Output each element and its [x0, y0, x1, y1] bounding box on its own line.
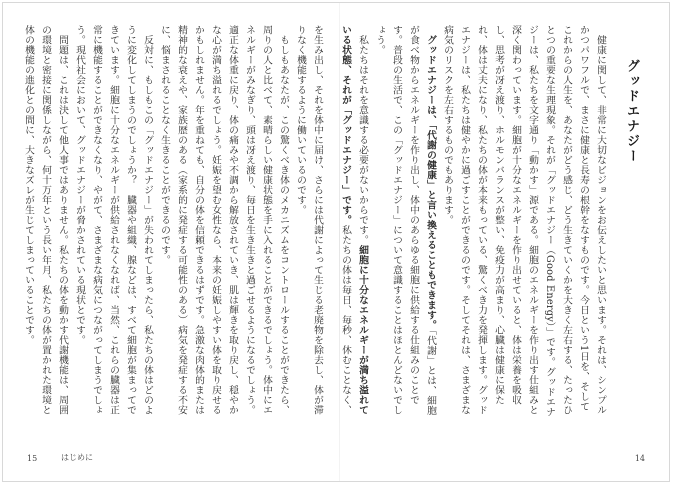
left-page-body — [21, 25, 326, 420]
book-spread — [2, 2, 670, 482]
right-page-number: 14 — [634, 454, 645, 463]
running-head: はじめに — [61, 453, 93, 462]
text-span: 「代謝」とは、細胞が食べ物からエネルギーを作り出し、体中のあらゆる細胞に供給する仕組みのことです。普段の生活で、この「グッドエナジー」について意識することはほとんどないでしょう。 — [374, 25, 436, 416]
paragraph: 反対に、もしもこの「グッドエナジー」が失われてしまったら、私たちの体はどのように変化してしまうのでしょうか？ 臓器や組織、腺などは、すべて細胞が集まってできています。細胞に十分なエネルギーが供給されなくなれば、当然、これらの臓器は正常に機能することができなくなり、やがて、さまざまな病気につながってしまうでしょう。現代社会において、グッドエナジーが脅かされている現状とです。 — [74, 25, 153, 415]
right-page-body — [339, 25, 609, 420]
paragraph: 問題は、これは決して他人事ではありません。私たちの体を動かす代謝機能は、周囲の環境と密接に関係しながら、何十万年という長い年月、私たちの体が置かれた環境と体の機能の進化との間に、大きなズレが生じてしまっていることです。 — [23, 25, 68, 415]
bold-text: 細胞に十分なエネルギーが満ち溢れている状態、それが「グッドエナジー」です。 — [340, 25, 368, 415]
paragraph: もしもあなたが、この驚くべき体のメカニズムをコントロールすることができたら、周りの人と比べて、素晴らしい健康状態を手に入れることができるでしょう。体中にエネルギーがみなぎり、頭は冴え渡り、毎日を生き生きと過ごせるようになるでしょう。適正な体重に戻り、体の痛みや不調から解放されていき、肌は輝きを取り戻し、穏やかな心が満ち溢れるでしょう。妊娠を望む女性なら、本来の妊娠しやすい体を取り戻せるかもしれません。年を重ねても、自分の体を信頼できるはずです。急激な肉体的または精神的な衰えや、家族歴のある（家系的に発症する可能性のある）病気を発症する不安に、悩まされることなく生きることができるのです。 — [159, 25, 289, 415]
paragraph: を生み出し、それを体中に届け、さらには代謝によって生じる老廃物を除去し、体が滞りなく機能するように働いているのです。 — [295, 25, 323, 415]
paragraph — [371, 25, 439, 420]
bold-text: グッドエナジーは、「代謝の健康」と言い換えることもできます。 — [425, 34, 436, 330]
paragraph: 健康に関して、非常に大切なビジョンをお伝えしたいと思います。それは、シンプルかつパワフルで、まさに健康と長寿の根幹をなすものです。今日という1日を、そしてこれからの人生を、あなたがどう感じ、どう生きていくかを大きく左右する、たったひとつの重要な生理現象。それが「グッドエナジー（Good Energy）」です。グッドエナジーは、私たちを文字通り「動かす」源である。細胞のエネルギーを作り出す仕組みと深く関わっています。細胞が十分なエネルギーを作り出せていると、体は栄養を吸収し、思考が冴え渡り、ホルモンバランスが整い、免疫力が高まり、心臓は健康に保たれ、体は丈夫になり、私たちの体が本来もっている、驚くべき力を発揮します。グッドエナジーは、私たちは健やかに過ごすことができるのです。そしてそれは、さまざまな病気のリスクを左右するものでもあります。 — [442, 25, 606, 418]
text-span: 私たちの体は毎日、毎秒、休むことなく、 — [340, 225, 351, 415]
paragraph — [339, 25, 371, 420]
section-title: グッドエナジー — [624, 59, 639, 164]
text-span: 私たちはそれを意識する必要がないからです。 — [357, 34, 368, 245]
left-page-number: 15 — [27, 454, 38, 463]
